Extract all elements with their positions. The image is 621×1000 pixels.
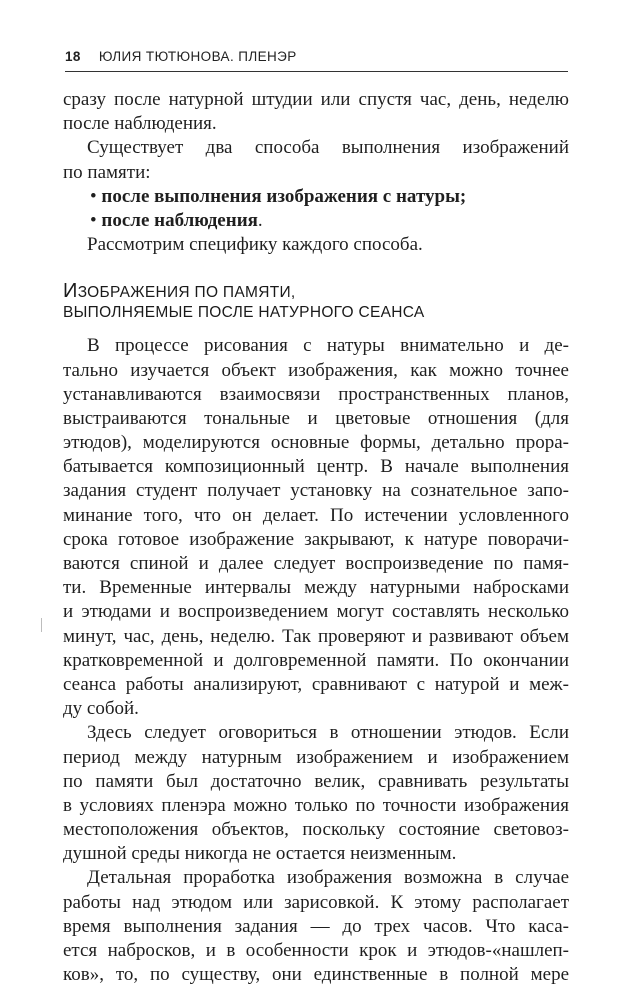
- heading-initial: И: [63, 280, 78, 303]
- text-line: период между натурным изображением и изображением: [63, 746, 569, 768]
- text-line: В процессе рисования с натуры внимательно и де-: [87, 335, 569, 357]
- text-line: минут, час, день, неделю. Так проверяют и развивают объем: [63, 625, 569, 647]
- margin-pencil-mark: [41, 618, 42, 632]
- text-line: по памяти был достаточно велик, сравнивать результаты: [63, 770, 569, 792]
- text-line: батывается композиционный центр. В начале выполнения: [63, 456, 569, 478]
- text-line: в условиях пленэра можно только по точности изображения: [63, 794, 569, 816]
- text-line: ков», то, по существу, они единственные в полной мере: [63, 964, 569, 986]
- paragraph: [63, 866, 569, 987]
- paragraph: [63, 334, 569, 721]
- text-line: местоположения объектов, поскольку состояние световоз-: [63, 819, 569, 841]
- text-line: кратковременной и долговременной памяти. По окончании: [63, 649, 569, 671]
- text-line: работы над этюдом или зарисовкой. К этому располагает: [63, 891, 569, 913]
- list-item-text: после выполнения изображения с натуры;: [101, 185, 467, 207]
- text-line: ваются спиной и далее следует воспроизведение по памя-: [63, 553, 569, 574]
- text-line: сеанса работы анализируют, сравнивают с натурой и меж-: [63, 673, 569, 695]
- text-line: срока готовое изображение закрывают, к натуре поворачи-: [63, 528, 569, 550]
- text-line: этюдов), моделируются основные формы, детально прора-: [63, 432, 569, 454]
- text-line: ется набросков, и в особенности крок и этюдов-«нашлеп-: [63, 940, 569, 961]
- list-item: [87, 209, 569, 233]
- text-line: после наблюдения.: [63, 113, 217, 135]
- heading-line-1: ЗОБРАЖЕНИЯ ПО ПАМЯТИ,: [77, 284, 296, 302]
- text-line: душной среды никогда не остается неизменным.: [63, 843, 457, 865]
- text-line: ду собой.: [63, 698, 139, 720]
- paragraph: [63, 721, 569, 866]
- heading-line-2: ВЫПОЛНЯЕМЫЕ ПОСЛЕ НАТУРНОГО СЕАНСА: [63, 304, 425, 322]
- text-line: устанавливаются взаимосвязи пространственных планов,: [63, 383, 569, 405]
- text-line: минание того, что он делает. По истечении условленного: [63, 504, 569, 526]
- text-line: задания студент получает установку на сознательное запо-: [63, 480, 569, 502]
- list-item-punct: .: [257, 209, 263, 231]
- section-heading: [63, 280, 569, 324]
- text-line: ти. Временные интервалы между натурными набросками: [63, 577, 569, 599]
- text-line: и этюдами и воспроизведением могут составлять несколько: [63, 601, 569, 623]
- text-line: Детальная проработка изображения возможна в случае: [87, 867, 569, 889]
- text-line: по памяти:: [63, 161, 151, 183]
- text-line: тально изучается объект изображения, как можно точнее: [63, 359, 569, 381]
- page-number: 18: [65, 49, 81, 64]
- running-title: ЮЛИЯ ТЮТЮНОВА. ПЛЕНЭР: [98, 49, 297, 64]
- list-item-text: после наблюдения: [101, 209, 258, 231]
- list-item: [87, 185, 569, 209]
- bullet-marker: •: [90, 185, 97, 207]
- text-line: Здесь следует оговориться в отношении этюдов. Если: [87, 722, 569, 744]
- text-line: время выполнения задания — до трех часов. Что каса-: [63, 915, 569, 937]
- bullet-marker: •: [90, 209, 97, 231]
- text-line: выстраиваются тональные и цветовые отношения (для: [63, 407, 569, 429]
- text-line: Рассмотрим специфику каждого способа.: [87, 234, 423, 256]
- body-text: [63, 88, 569, 987]
- header-rule: [65, 71, 568, 72]
- running-header: [65, 49, 568, 69]
- text-line: сразу после натурной штудии или спустя час, день, неделю: [63, 89, 569, 110]
- text-line: Существует два способа выполнения изображений: [87, 137, 569, 159]
